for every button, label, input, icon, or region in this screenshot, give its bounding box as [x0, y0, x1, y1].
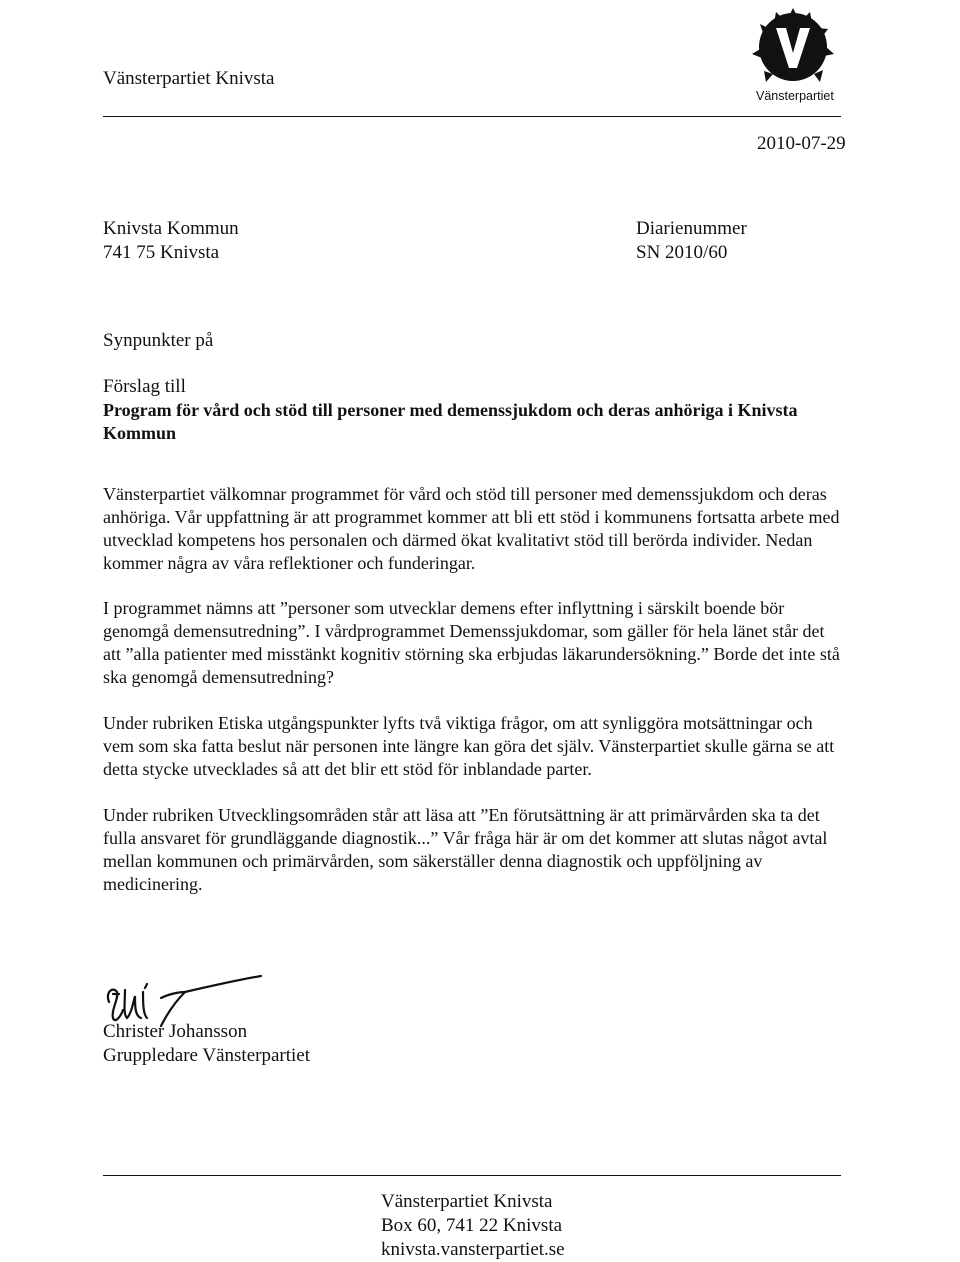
body-paragraph-4: Under rubriken Utvecklingsområden står att läsa att ”En förutsättning är att primärvården ska ta det fulla ansvaret för grundläggande diagnostik...” Vår fråga här är om det kommer att slutas något avtal mellan kommunen och primärvården, som säkerställer denna diagnostik och uppföljning av medicinering. — [103, 805, 828, 894]
footer-postal: Box 60, 741 22 Knivsta — [381, 1215, 563, 1236]
diary-number-block — [636, 217, 747, 265]
signer-name: Christer Johansson — [103, 1021, 248, 1042]
letter-body — [103, 483, 841, 919]
letter-date: 2010-07-29 — [757, 133, 846, 154]
body-paragraph-3: Under rubriken Etiska utgångspunkter lyfts två viktiga frågor, om att synliggöra motsättningar och vem som ska fatta beslut när personen inte längre kan göra det själv. Vänsterpartiet skulle gärna se att detta stycke utvecklades så att det blir ett stöd för inblandade parter. — [103, 713, 835, 779]
body-paragraph-1: Vänsterpartiet välkomnar programmet för vård och stöd till personer med demenssjukdom och deras anhöriga. Vår uppfattning är att programmet kommer att bli ett stöd i kommunens fortsatta arbete med utvecklad kompetens hos personalen och därmed ökat kvalitativt stöd till berörda individer. Nedan kommer några av våra reflektioner och funderingar. — [103, 484, 840, 573]
diary-number: SN 2010/60 — [636, 242, 728, 263]
recipient-name: Knivsta Kommun — [103, 218, 239, 239]
signer-role: Gruppledare Vänsterpartiet — [103, 1045, 310, 1066]
footer-address — [381, 1190, 565, 1262]
footer-organization: Vänsterpartiet Knivsta — [381, 1191, 553, 1212]
header-divider — [103, 116, 841, 117]
subject-proposal: Förslag till — [103, 376, 186, 397]
recipient-address — [103, 217, 239, 265]
subject-block — [103, 375, 823, 446]
signature-block — [103, 1020, 310, 1068]
subject-title: Program för vård och stöd till personer med demenssjukdom och deras anhöriga i Knivsta Kommun — [103, 399, 798, 443]
sender-organization: Vänsterpartiet Knivsta — [103, 68, 275, 89]
subject-intro: Synpunkter på — [103, 330, 214, 351]
recipient-postal: 741 75 Knivsta — [103, 242, 220, 263]
vansterpartiet-logo-icon — [748, 4, 838, 94]
footer-website: knivsta.vansterpartiet.se — [381, 1239, 565, 1260]
footer-divider — [103, 1175, 841, 1176]
diary-label: Diarienummer — [636, 218, 747, 239]
logo-caption: Vänsterpartiet — [756, 89, 834, 103]
body-paragraph-2: I programmet nämns att ”personer som utvecklar demens efter inflyttning i särskilt boende bör genomgå demensutredning”. I vårdprogrammet Demenssjukdomar, som gäller för hela länet står det att ”alla patienter med misstänkt kognitiv störning ska erbjudas läkarundersökning.” Borde det inte stå ska genomgå demensutredning? — [103, 598, 840, 687]
